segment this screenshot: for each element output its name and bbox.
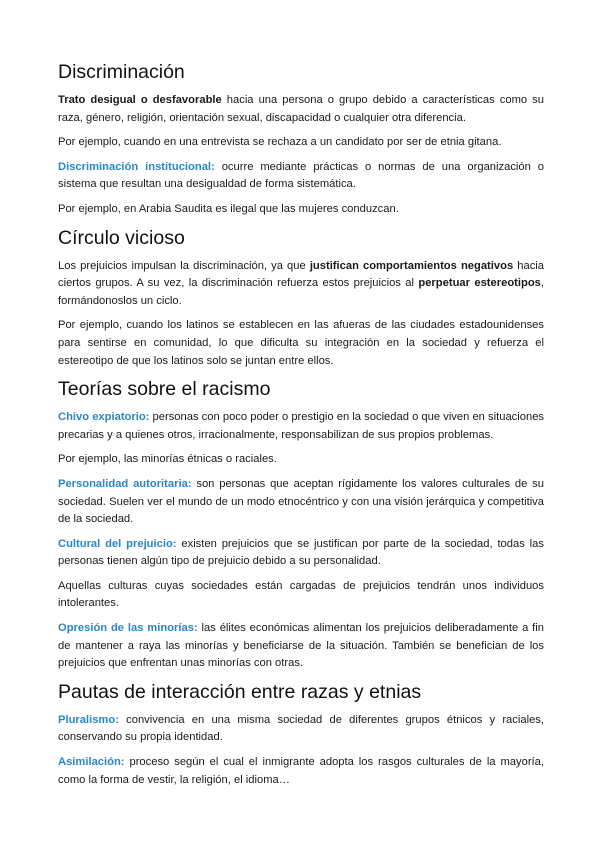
paragraph-text-block: Aquellas culturas cuyas sociedades están cargadas de prejuicios tendrán unos individuos intolerantes. xyxy=(58,579,544,610)
paragraph-text: Los prejuicios impulsan la discriminación, ya que xyxy=(58,259,310,272)
term-label: Chivo expiatorio: xyxy=(58,411,150,424)
paragraph-institucional xyxy=(58,159,544,194)
term-label: Discriminación institucional: xyxy=(58,160,215,173)
heading-circulo-vicioso: Círculo vicioso xyxy=(58,226,185,249)
term-label: Personalidad autoritaria: xyxy=(58,477,192,490)
paragraph-autoritaria xyxy=(58,476,544,529)
paragraph-cultural xyxy=(58,536,544,571)
paragraph-text: convivencia en una misma sociedad de diferentes grupos étnicos y raciales, conservando su propia identidad. xyxy=(58,713,544,744)
document-page xyxy=(58,60,544,796)
term-label: Opresión de las minorías: xyxy=(58,622,198,635)
paragraph-asimilacion xyxy=(58,754,544,789)
paragraph-definition xyxy=(58,92,544,127)
heading-teorias-racismo: Teorías sobre el racismo xyxy=(58,378,271,401)
heading-discriminacion: Discriminación xyxy=(58,61,185,83)
paragraph-example: Por ejemplo, cuando los latinos se establecen en las afueras de las ciudades estadounidenses para sentirse en comunidad, lo que dificulta su integración en la sociedad y refuerza el estereotipo de que los latinos solo se juntan entre ellos. xyxy=(58,319,544,367)
heading-pautas-interaccion: Pautas de interacción entre razas y etnias xyxy=(58,680,422,703)
paragraph-example: Por ejemplo, las minorías étnicas o raciales. xyxy=(58,453,277,466)
paragraph-opresion xyxy=(58,620,544,673)
paragraph-text: hacia una persona o grupo debido a características como su raza, género, religión, orientación sexual, discapacidad o cualquier otra diferencia. xyxy=(58,94,544,124)
term-label: Pluralismo: xyxy=(58,713,119,726)
term-label: Asimilación: xyxy=(58,756,125,769)
paragraph-text: las élites económicas alimentan los prejuicios deliberadamente a fin de mantener a raya las minorías y beneficiarse de la situación. También se benefician de los prejuicios que enfrentan unas minorías con otras. xyxy=(58,622,544,670)
paragraph-text: , formándonoslos un ciclo. xyxy=(58,277,544,307)
paragraph-chivo xyxy=(58,409,544,444)
paragraph-text: proceso según el cual el inmigrante adopta los rasgos culturales de la mayoría, como la forma de vestir, la religión, el idioma… xyxy=(58,756,544,786)
paragraph-text: hacia ciertos grupos. A su vez, la discriminación refuerza estos prejuicios al xyxy=(58,259,544,290)
paragraph-circulo xyxy=(58,258,544,311)
paragraph-example: Por ejemplo, en Arabia Saudita es ilegal que las mujeres conduzcan. xyxy=(58,202,399,215)
paragraph-text: son personas que aceptan rígidamente los valores culturales de su sociedad. Suelen ver el mundo de un modo etnocéntrico y con una visión jerárquica y competitiva de la sociedad. xyxy=(58,477,544,526)
bold-phrase: justifican comportamientos negativos xyxy=(309,259,514,272)
bold-phrase: perpetuar estereotipos xyxy=(418,277,541,290)
term-label: Cultural del prejuicio: xyxy=(58,537,177,550)
paragraph-example: Por ejemplo, cuando en una entrevista se rechaza a un candidato por ser de etnia gitana. xyxy=(58,136,502,149)
paragraph-text: ocurre mediante prácticas o normas de una organización o sistema que resultan una desigualdad de forma sistemática. xyxy=(58,160,545,191)
paragraph-text: existen prejuicios que se justifican por parte de la sociedad, todas las personas tienen algún tipo de prejuicio debido a su personalidad. xyxy=(58,537,544,568)
paragraph-pluralismo xyxy=(58,712,544,747)
paragraph-text: personas con poco poder o prestigio en la sociedad o que viven en situaciones precarias y a quienes otros, irracionalmente, responsabilizan de sus propios problemas. xyxy=(58,411,545,441)
bold-term: Trato desigual o desfavorable xyxy=(58,94,222,106)
